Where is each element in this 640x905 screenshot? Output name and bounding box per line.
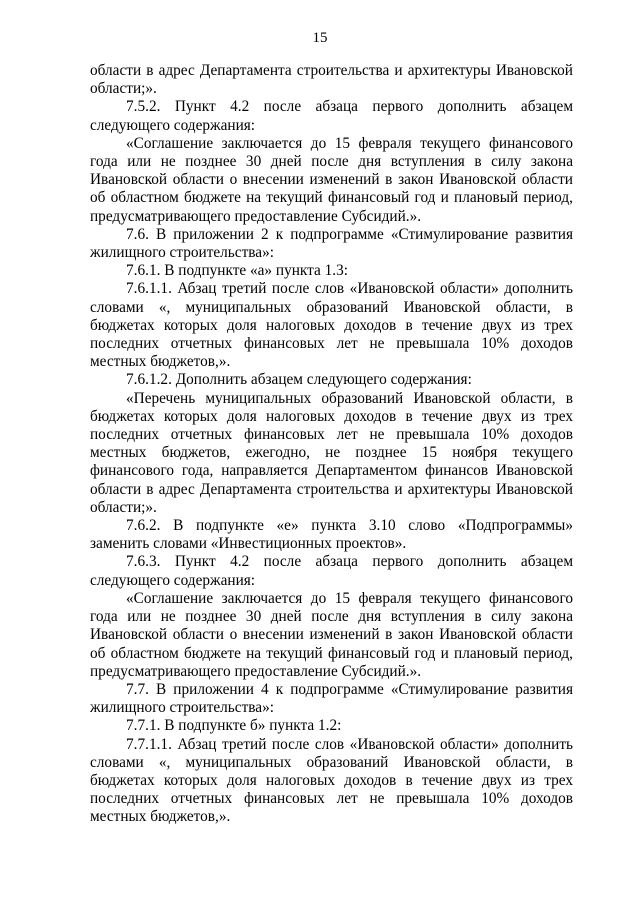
paragraph-quote-list: «Перечень муниципальных образований Ивановской области, в бюджетах которых доля налоговых доходов в течение двух из трех последних отчетных финансовых лет не превышала 10% доходов местных бюджетов, ежегодно, не позднее 15 ноября текущего финансового года, направляется Департаментом финансов Ивановской области в адрес Департамента строительства и архитектуры Ивановской области;». — [90, 389, 573, 516]
paragraph-7-6-1-1: 7.6.1.1. Абзац третий после слов «Ивановской области» дополнить словами «, муниципальных образований Ивановской области, в бюджетах которых доля налоговых доходов в течение двух из трех последних отчетных финансовых лет не превышала 10% доходов местных бюджетов,». — [90, 280, 573, 371]
paragraph-7-7: 7.7. В приложении 4 к подпрограмме «Стимулирование развития жилищного строительства»: — [90, 680, 573, 717]
paragraph-7-6-3: 7.6.3. Пункт 4.2 после абзаца первого дополнить абзацем следующего содержания: — [90, 553, 573, 589]
paragraph-7-6-1-2: 7.6.1.2. Дополнить абзацем следующего содержания: — [126, 371, 472, 389]
paragraph-continuation: области в адрес Департамента строительства и архитектуры Ивановской области;». — [90, 62, 573, 98]
paragraph-7-6: 7.6. В приложении 2 к подпрограмме «Стимулирование развития жилищного строительства»: — [90, 225, 573, 262]
paragraph-7-6-2: 7.6.2. В подпункте «е» пункта 3.10 слово «Подпрограммы» заменить словами «Инвестиционных проектов». — [90, 517, 573, 553]
page-number: 15 — [312, 30, 328, 46]
paragraph-quote-agreement-1: «Соглашение заключается до 15 февраля текущего финансового года или не позднее 30 дней после дня вступления в силу закона Ивановской области о внесении изменений в закон Ивановской области об областном бюджете на текущий финансовый год и плановый период, предусматривающего предоставление Субсидий.». — [90, 134, 573, 225]
paragraph-quote-agreement-2: «Соглашение заключается до 15 февраля текущего финансового года или не позднее 30 дней после дня вступления в силу закона Ивановской области о внесении изменений в закон Ивановской области об областном бюджете на текущий финансовый год и плановый период, предусматривающего предоставление Субсидий.». — [90, 589, 573, 680]
paragraph-7-7-1-1: 7.7.1.1. Абзац третий после слов «Ивановской области» дополнить словами «, муниципальных образований Ивановской области, в бюджетах которых доля налоговых доходов в течение двух из трех последних отчетных финансовых лет не превышала 10% доходов местных бюджетов,». — [90, 735, 573, 826]
paragraph-7-7-1: 7.7.1. В подпункте б» пункта 1.2: — [126, 717, 342, 735]
paragraph-7-5-2: 7.5.2. Пункт 4.2 после абзаца первого дополнить абзацем следующего содержания: — [90, 98, 573, 134]
document-body — [90, 62, 573, 827]
paragraph-7-6-1: 7.6.1. В подпункте «а» пункта 1.3: — [126, 262, 349, 280]
